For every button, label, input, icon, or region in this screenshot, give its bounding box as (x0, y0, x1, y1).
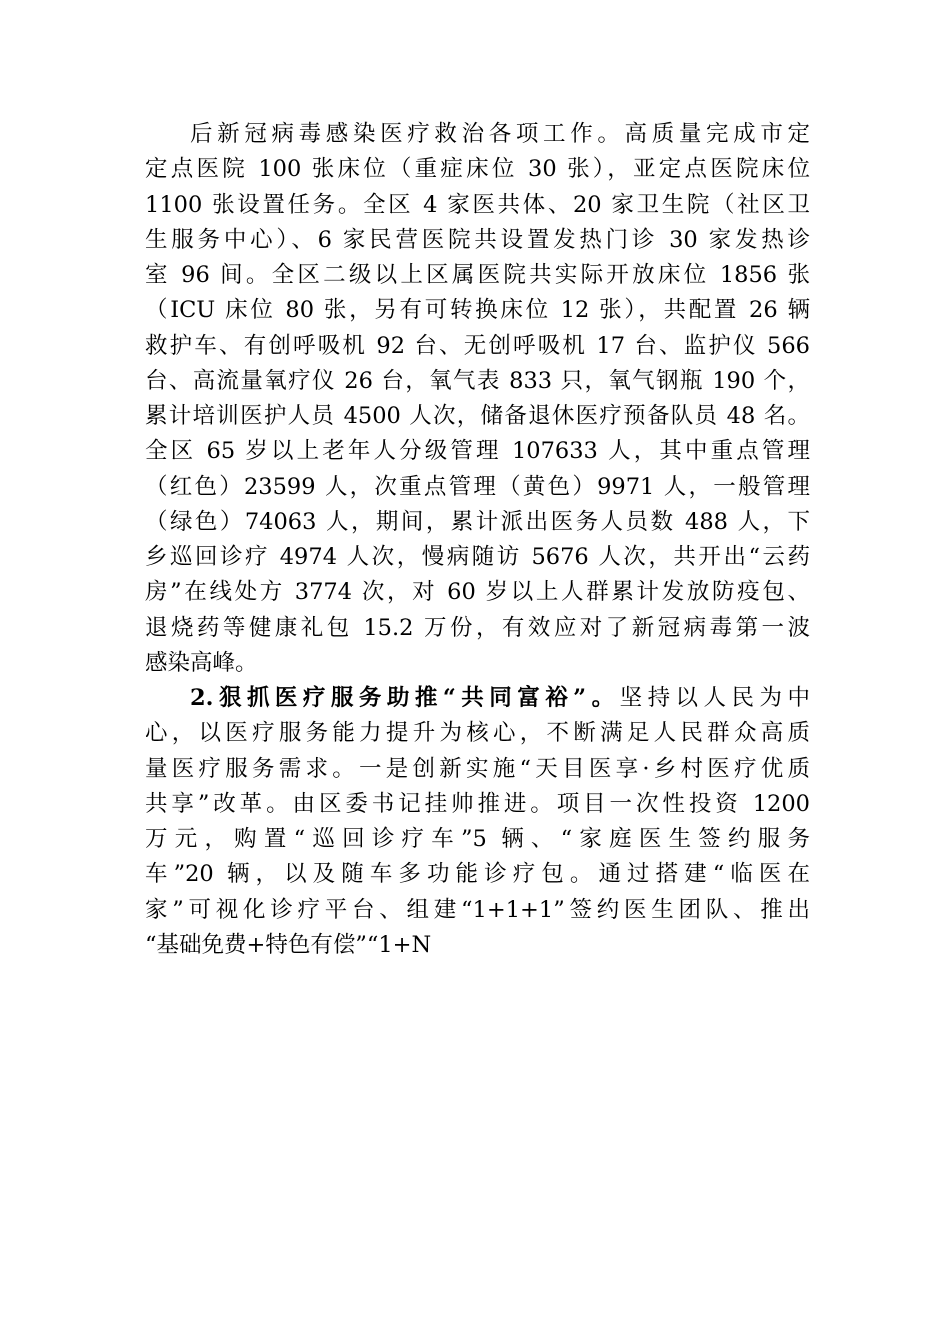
paragraph-line: 定点医院 100 张床位（重症床位 30 张），亚定点医院床位 (145, 156, 810, 183)
paragraph-line: 室 96 间。全区二级以上区属医院共实际开放床位 1856 张 (145, 262, 810, 288)
paragraph-covid-treatment (145, 117, 810, 681)
paragraph-line: 感染高峰。 (145, 649, 258, 676)
paragraph-line: （红色）23599 人，次重点管理（黄色）9971 人，一般管理 (145, 473, 810, 500)
paragraph-line: 退烧药等健康礼包 15.2 万份，有效应对了新冠病毒第一波 (145, 614, 810, 641)
section-heading: 2.狠抓医疗服务助推“共同富裕”。 (190, 685, 620, 711)
paragraph-line-rest: 坚持以人民为中 (619, 685, 810, 711)
paragraph-common-prosperity (145, 681, 810, 963)
paragraph-line: 1100 张设置任务。全区 4 家医共体、20 家卫生院（社区卫 (145, 191, 810, 218)
paragraph-line: 台、高流量氧疗仪 26 台，氧气表 833 只，氧气钢瓶 190 个， (145, 367, 810, 394)
document-body (145, 117, 810, 963)
paragraph-line: 乡巡回诊疗 4974 人次，慢病随访 5676 人次，共开出“云药 (145, 544, 810, 570)
paragraph-line: 车”20 辆，以及随车多功能诊疗包。通过搭建“临医在 (145, 861, 810, 888)
paragraph-line: 心，以医疗服务能力提升为核心，不断满足人民群众高质 (145, 720, 810, 747)
paragraph-line: 共享”改革。由区委书记挂帅推进。项目一次性投资 1200 (145, 790, 810, 817)
paragraph-line: 量医疗服务需求。一是创新实施“天目医享·乡村医疗优质 (145, 755, 810, 782)
paragraph-first-line (145, 681, 810, 716)
paragraph-line: 生服务中心）、6 家民营医院共设置发热门诊 30 家发热诊 (145, 226, 810, 253)
paragraph-line: “基础免费+特色有偿”“1+N (145, 931, 432, 958)
paragraph-line: 万元，购置“巡回诊疗车”5 辆、“家庭医生签约服务 (145, 826, 810, 852)
paragraph-line: 房”在线处方 3774 次，对 60 岁以上人群累计发放防疫包、 (145, 579, 810, 606)
paragraph-line: 救护车、有创呼吸机 92 台、无创呼吸机 17 台、监护仪 566 (145, 332, 810, 359)
paragraph-line: 全区 65 岁以上老年人分级管理 107633 人，其中重点管理 (145, 438, 810, 465)
paragraph-line: （绿色）74063 人，期间，累计派出医务人员数 488 人，下 (145, 508, 810, 535)
paragraph-line: 后新冠病毒感染医疗救治各项工作。高质量完成市定 (190, 121, 810, 147)
paragraph-line: 累计培训医护人员 4500 人次，储备退休医疗预备队员 48 名。 (145, 403, 810, 429)
paragraph-line: （ICU 床位 80 张，另有可转换床位 12 张），共配置 26 辆 (145, 297, 810, 324)
paragraph-line: 家”可视化诊疗平台、组建“1+1+1”签约医生团队、推出 (145, 896, 810, 923)
